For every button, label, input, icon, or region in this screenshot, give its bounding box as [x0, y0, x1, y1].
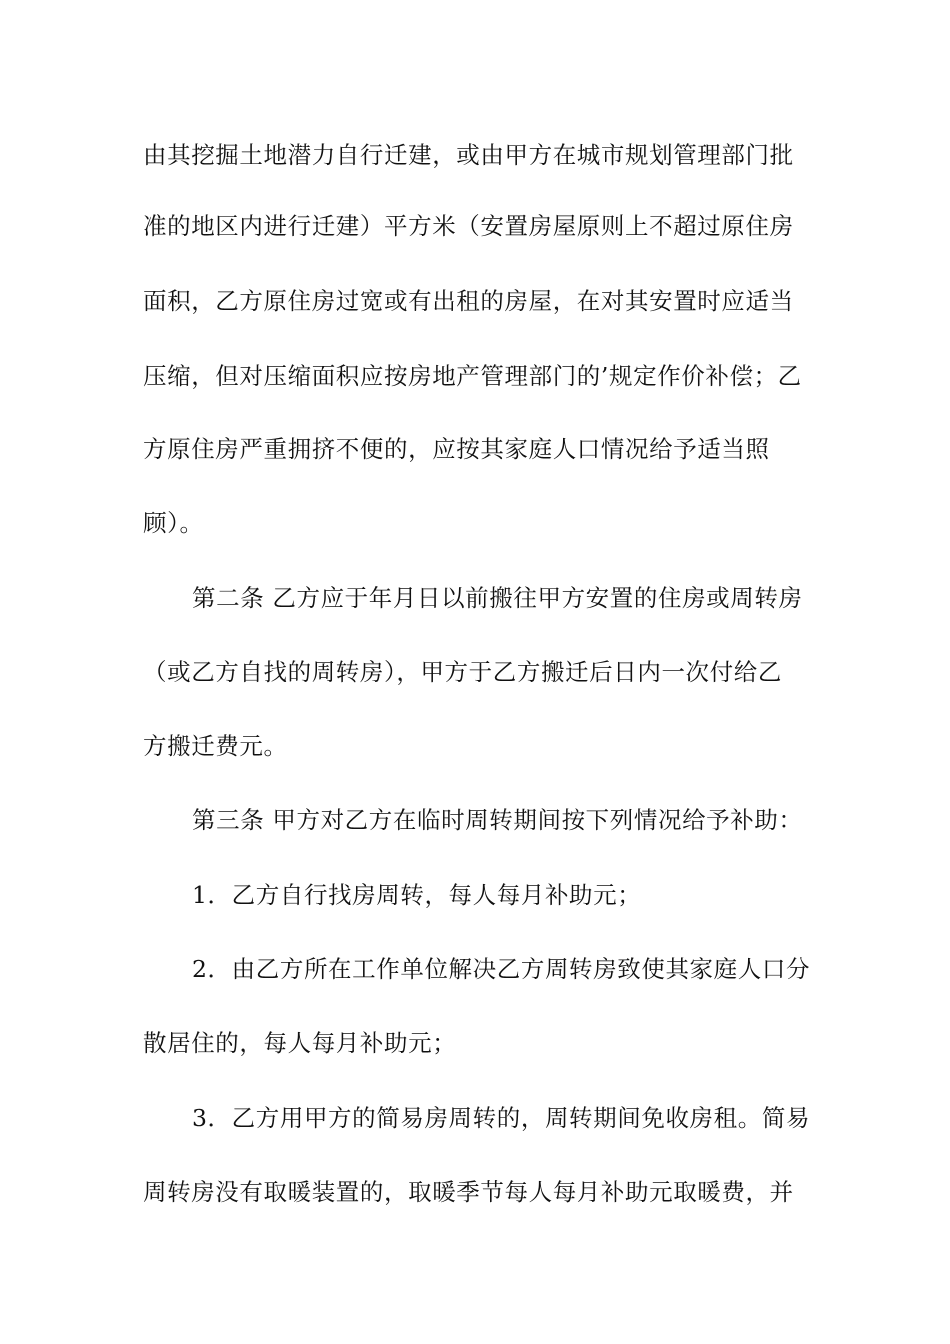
- list-item-line: 3．乙方用甲方的简易房周转的，周转期间免收房租。简易: [192, 1104, 811, 1132]
- text-line: 准的地区内进行迁建）平方米（安置房屋原则上不超过原住房: [143, 212, 794, 240]
- text-line: 顾）。: [143, 509, 204, 537]
- text-line: 周转房没有取暖装置的，取暖季节每人每月补助元取暖费，并: [143, 1178, 794, 1206]
- text-line: 散居住的，每人每月补助元；: [143, 1029, 457, 1057]
- list-item-line: 2．由乙方所在工作单位解决乙方周转房致使其家庭人口分: [192, 955, 811, 983]
- list-item-line: 1．乙方自行找房周转，每人每月补助元；: [192, 881, 642, 909]
- text-line: （或乙方自找的周转房），甲方于乙方搬迁后日内一次付给乙: [143, 658, 782, 686]
- paragraph-line: 第三条 甲方对乙方在临时周转期间按下列情况给予补助：: [192, 806, 803, 834]
- text-line: 面积，乙方原住房过宽或有出租的房屋，在对其安置时应适当: [143, 287, 794, 315]
- text-line: 由其挖掘土地潜力自行迁建，或由甲方在城市规划管理部门批: [143, 141, 794, 169]
- text-line: 压缩，但对压缩面积应按房地产管理部门的’规定作价补偿；乙: [143, 362, 802, 390]
- paragraph-line: 第二条 乙方应于年月日以前搬往甲方安置的住房或周转房: [192, 584, 803, 612]
- text-line: 方原住房严重拥挤不便的，应按其家庭人口情况给予适当照: [143, 435, 770, 463]
- text-line: 方搬迁费元。: [143, 732, 288, 760]
